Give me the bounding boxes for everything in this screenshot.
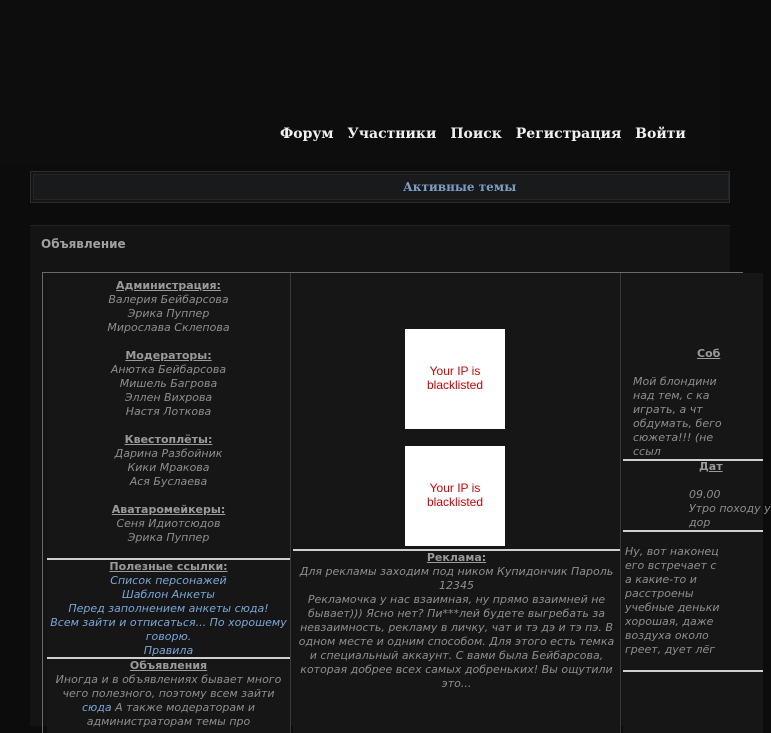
staff-name[interactable]: Эрика Пуппер (127, 307, 210, 320)
center-column (293, 273, 621, 733)
story-text: Ну, вот наконец его встречает с а какие-то и расстроены учебные деньки хорошая, даже воздуха около греет, дует лёг (625, 545, 720, 656)
staff-name[interactable]: Дарина Разбойник (114, 447, 223, 460)
date-text: 09.00 Утро походу у дор (689, 488, 771, 529)
useful-links (47, 560, 290, 658)
events-text: Мой блондини над тем, с ка играть, а чт обдумать, бего сюжета!!! (не ссыл (633, 375, 722, 458)
staff-name[interactable]: Мирослава Склепова (107, 321, 230, 334)
staff-name[interactable]: Валерия Бейбарсова (108, 293, 229, 306)
links-heading: Полезные ссылки: (109, 560, 228, 573)
announcements-text: Иногда и в объявлениях бывает много чего полезного, поэтому всем зайти сюда А также модераторам и администраторам темы про (55, 673, 282, 728)
right-column (623, 273, 771, 733)
staff-name[interactable]: Анютка Бейбарсова (110, 363, 227, 376)
ad-line: Для рекламы заходим под ником Купидончик Пароль 12345 (299, 565, 614, 592)
banner-image[interactable] (405, 446, 505, 546)
staff-column (47, 273, 291, 733)
date-heading: Дат (699, 460, 723, 473)
link-characters[interactable]: Список персонажей (110, 574, 227, 587)
announcement-title: Объявление (41, 237, 126, 251)
active-topics-inner (33, 174, 729, 200)
staff-name[interactable]: Эрика Пуппер (127, 531, 210, 544)
link-template[interactable]: Шаблон Анкеты (122, 588, 215, 601)
nav-forum[interactable]: Форум (280, 126, 334, 142)
avatar-heading: Аватаромейкеры: (111, 503, 226, 516)
link-check-in[interactable]: Всем зайти и отписаться... По хорошему говорю. (50, 616, 287, 643)
staff-name[interactable]: Мишель Багрова (119, 377, 218, 390)
ad-heading: Реклама: (426, 551, 487, 564)
nav-search[interactable]: Поиск (450, 126, 502, 142)
here-link[interactable]: сюда (81, 701, 112, 714)
nav-login[interactable]: Войти (635, 126, 686, 142)
divider (623, 670, 763, 672)
mod-heading: Модераторы: (125, 349, 212, 362)
active-topics-bar (30, 171, 730, 203)
ad-section (293, 551, 620, 691)
announcements-section (47, 659, 290, 729)
main-nav (280, 126, 695, 142)
nav-register[interactable]: Регистрация (515, 126, 622, 142)
banner-image[interactable] (405, 329, 505, 429)
banner-text: Your IP is blacklisted (426, 481, 484, 509)
announcements-heading: Объявления (129, 659, 208, 672)
link-rules[interactable]: Правила (143, 644, 194, 657)
announcement-table (42, 272, 771, 733)
staff-name[interactable]: Кики Мракова (127, 461, 210, 474)
staff-list (47, 279, 290, 545)
events-heading: Соб (697, 347, 721, 360)
staff-name[interactable]: Эллен Вихрова (124, 391, 213, 404)
quest-heading: Квестоплёты: (124, 433, 213, 446)
nav-members[interactable]: Участники (347, 126, 437, 142)
ad-line: Рекламочка у нас взаимная, ну прямо взаимней не бывает))) Ясно нет? Пи***лей будете выгребать за невзаимность, рекламу в личку, чат и тэ дэ и тэ пэ. В одном месте и одним способом. Для этого есть темка и специальный аккаунт. С вами была Бейбарсова, которая добрее всех самых добреньких! Вы ощутили это... (298, 593, 615, 690)
divider (623, 530, 763, 532)
staff-name[interactable]: Сеня Идиотсюдов (116, 517, 221, 530)
banner-text: Your IP is blacklisted (426, 364, 484, 392)
active-topics-link[interactable]: Активные темы (403, 180, 517, 194)
staff-name[interactable]: Настя Лоткова (125, 405, 212, 418)
link-before-form[interactable]: Перед заполнением анкеты сюда! (68, 602, 269, 615)
divider (623, 459, 763, 461)
admin-heading: Администрация: (116, 279, 221, 292)
staff-name[interactable]: Ася Буслаева (129, 475, 208, 488)
